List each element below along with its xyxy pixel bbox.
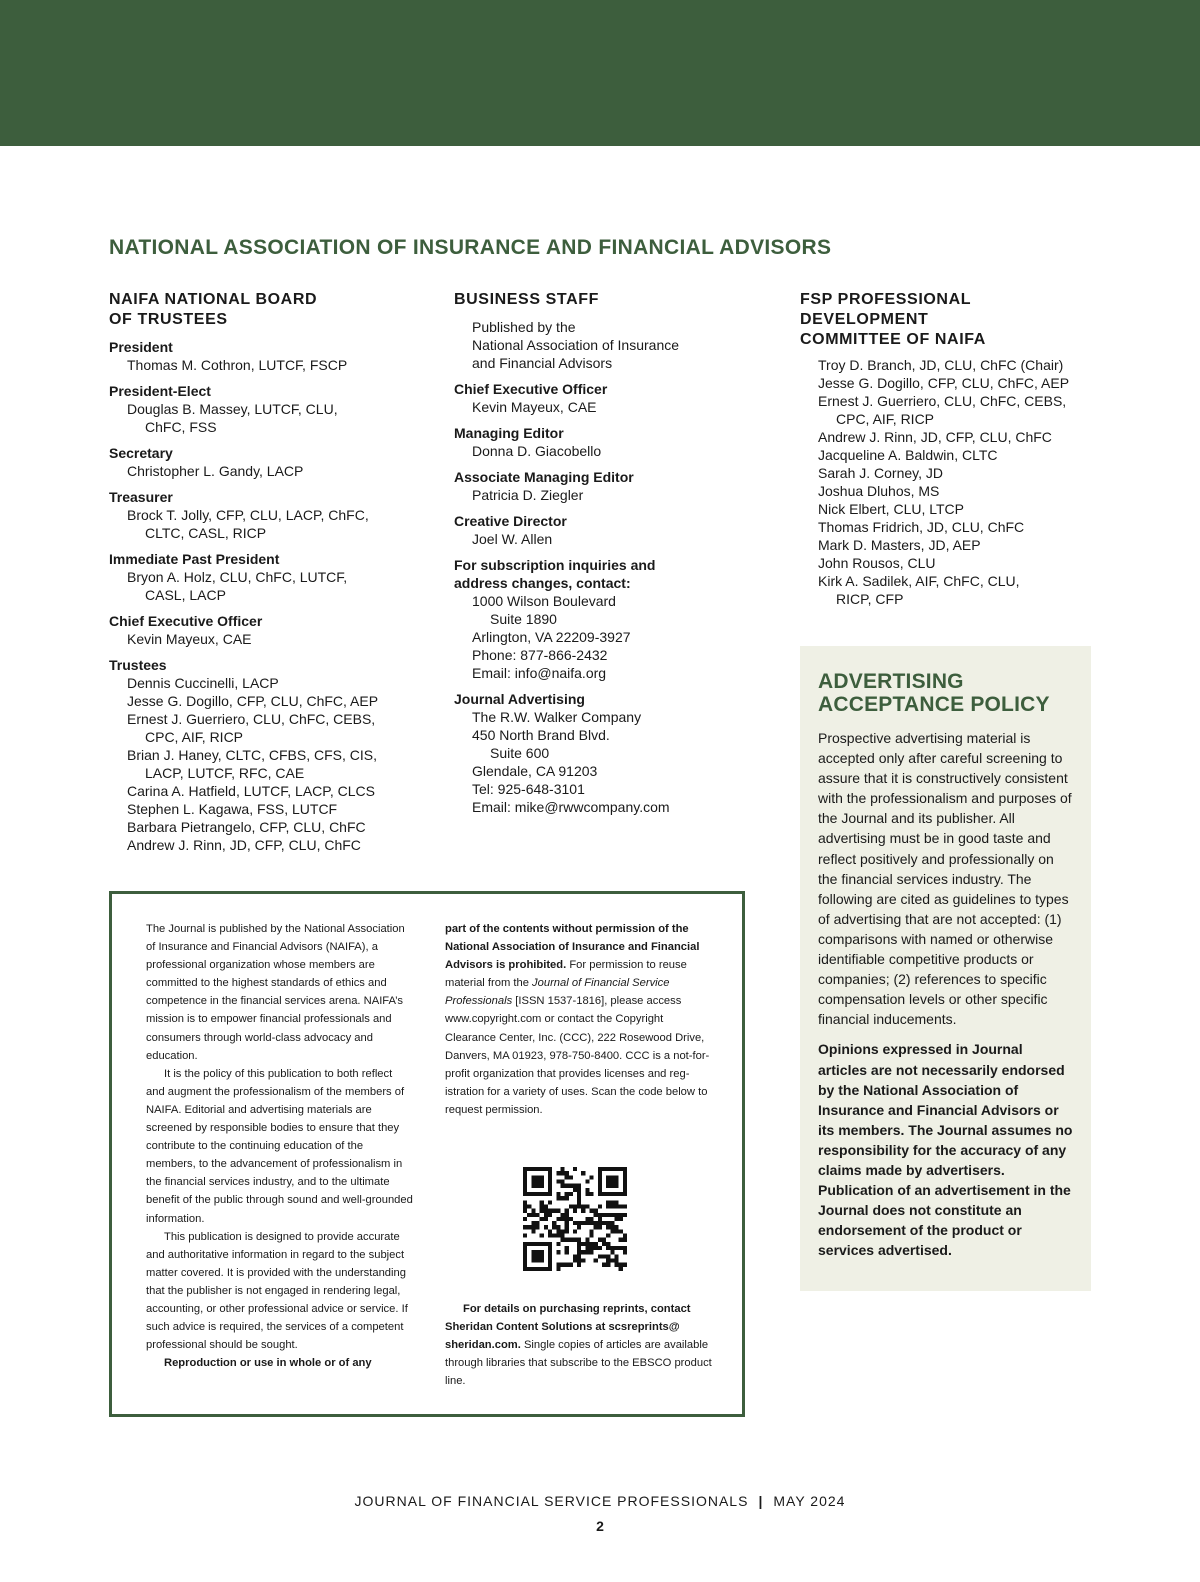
info-column-right (445, 920, 713, 1119)
committee-member: Ernest J. Guerriero, CLU, ChFC, CEBS, (818, 393, 1067, 409)
committee-member: Mark D. Masters, JD, AEP (818, 537, 981, 553)
trustee-name: Andrew J. Rinn, JD, CFP, CLU, ChFC (127, 837, 361, 853)
committee-member: Joshua Dluhos, MS (818, 483, 940, 499)
advertising-policy-panel (800, 646, 1091, 1291)
policy-body: Prospective advertising material is accepted only after careful screening to assure that it is constructively consistent with the professionalism and purposes of the Journal and its publisher. All advertising must be in good taste and reflect positively and professionally on the financial services industry. The following are cited as guidelines to types of advertising that are not accepted: (1) comparisons with named or otherwise identifiable competitive products or companies; (2) references to specific compensation levels or other specific financial inducements. (818, 730, 1072, 1028)
about-paragraph: The Journal is published by the National Association of Insurance and Financial Advisors (NAIFA), a professional organization whose members are committed to the highest standards of ethics and competence in the financial services arena. NAIFA’s mission is to empower financial professionals and consumers through world-class advocacy and education. (146, 923, 405, 1062)
issue-date: MAY 2024 (773, 1493, 846, 1509)
person-name-continued: ChFC, FSS (145, 419, 217, 435)
phone-line: Phone: 877-866-2432 (472, 647, 608, 663)
policy-title: ADVERTISING ACCEPTANCE POLICY (818, 670, 1050, 716)
role-label: Creative Director (454, 513, 567, 529)
trustee-name: Ernest J. Guerriero, CLU, ChFC, CEBS, (127, 711, 376, 727)
publisher-line: and Financial Advisors (472, 355, 613, 371)
address-line: Suite 600 (490, 745, 550, 761)
trustee-name: Carina A. Hatfield, LUTCF, LACP, CLCS (127, 783, 375, 799)
trustee-name-continued: CPC, AIF, RICP (145, 729, 244, 745)
role-label: Trustees (109, 657, 167, 673)
trustee-name: Dennis Cuccinelli, LACP (127, 675, 279, 691)
info-column-left (146, 920, 413, 1372)
journal-name: JOURNAL OF FINANCIAL SERVICE PROFESSIONALS (354, 1493, 749, 1509)
fsp-heading: FSP PROFESSIONAL DEVELOPMENT COMMITTEE OF NAIFA (800, 291, 986, 348)
address-line: Glendale, CA 91203 (472, 763, 598, 779)
trustee-name: Jesse G. Dogillo, CFP, CLU, ChFC, AEP (127, 693, 379, 709)
role-label: President (109, 339, 173, 355)
committee-member: Sarah J. Corney, JD (818, 465, 944, 481)
address-line: 1000 Wilson Boulevard (472, 593, 616, 609)
person-name: Christopher L. Gandy, LACP (127, 463, 304, 479)
board-of-trustees-column (109, 290, 429, 854)
committee-member: Jacqueline A. Baldwin, CLTC (818, 447, 998, 463)
publisher-line: Published by the (472, 319, 576, 335)
role-label: Chief Executive Officer (454, 381, 608, 397)
role-label: President-Elect (109, 383, 211, 399)
email-line: Email: info@naifa.org (472, 665, 607, 681)
board-heading: NAIFA NATIONAL BOARD OF TRUSTEES (109, 291, 318, 328)
person-name: Douglas B. Massey, LUTCF, CLU, (127, 401, 338, 417)
email-line: Email: mike@rwwcompany.com (472, 799, 670, 815)
address-line: Arlington, VA 22209-3927 (472, 629, 631, 645)
subscription-label: address changes, contact: (454, 575, 631, 591)
person-name: Joel W. Allen (472, 531, 553, 547)
policy-disclaimer: Opinions expressed in Journal articles are not necessarily endorsed by the National Association of Insurance and Financial Advisors or its members. The Journal assumes no responsibility for the accuracy of any claims made by advertisers. Publication of an advertisement in the Journal does not constitute an endorsement of the product or services advertised. (818, 1041, 1073, 1259)
trustee-name: Brian J. Haney, CLTC, CFBS, CFS, CIS, (127, 747, 377, 763)
address-line: Suite 1890 (490, 611, 557, 627)
qr-code[interactable] (523, 1167, 627, 1271)
person-name-continued: CASL, LACP (145, 587, 226, 603)
page-footer (0, 1493, 1200, 1509)
role-label: Treasurer (109, 489, 173, 505)
role-label: Chief Executive Officer (109, 613, 263, 629)
person-name: Kevin Mayeux, CAE (127, 631, 252, 647)
phone-line: Tel: 925-648-3101 (472, 781, 585, 797)
committee-member: Thomas Fridrich, JD, CLU, ChFC (818, 519, 1025, 535)
person-name: Patricia D. Ziegler (472, 487, 584, 503)
reprints-paragraph: For details on purchasing reprints, contact Sheridan Content Solutions at scsreprints@ sheridan.com. Single copies of articles are available through libraries that subscribe to the EBSCO product line. (445, 1303, 712, 1388)
committee-member: Kirk A. Sadilek, AIF, ChFC, CLU, (818, 573, 1020, 589)
committee-member: Jesse G. Dogillo, CFP, CLU, ChFC, AEP (818, 375, 1070, 391)
footer-separator: | (758, 1493, 764, 1509)
committee-member: Nick Elbert, CLU, LTCP (818, 501, 964, 517)
committee-member-continued: RICP, CFP (836, 591, 904, 607)
reproduction-paragraph-start: Reproduction or use in whole or of any (164, 1357, 372, 1370)
person-name: Bryon A. Holz, CLU, ChFC, LUTCF, (127, 569, 348, 585)
person-name-continued: CLTC, CASL, RICP (145, 525, 267, 541)
role-label: Managing Editor (454, 425, 564, 441)
publisher-line: National Association of Insurance (472, 337, 680, 353)
address-line: 450 North Brand Blvd. (472, 727, 610, 743)
policy-paragraph: It is the policy of this publication to both reflect and augment the professionalism of the members of NAIFA. Editorial and advertising materials are screened by responsible bodies to ensure that they contribute to the continuing education of the members, to the advancement of professionalism in the financial services industry, and to the ultimate benefit of the public through sound and well-grounded information. (146, 1067, 413, 1225)
trustee-name: Barbara Pietrangelo, CFP, CLU, ChFC (127, 819, 366, 835)
trustee-name-continued: LACP, LUTCF, RFC, CAE (145, 765, 305, 781)
page-title: NATIONAL ASSOCIATION OF INSURANCE AND FINANCIAL ADVISORS (109, 236, 832, 259)
role-label: Associate Managing Editor (454, 469, 634, 485)
person-name: Thomas M. Cothron, LUTCF, FSCP (127, 357, 348, 373)
disclaimer-paragraph: This publication is designed to provide accurate and authoritative information in regard to the subject matter covered. It is provided with the understanding that the publisher is not engaged in rendering legal, accounting, or other professional advice or service. If such advice is required, the services of a competent professional should be sought. (146, 1230, 408, 1352)
address-line: The R.W. Walker Company (472, 709, 642, 725)
committee-member: Andrew J. Rinn, JD, CFP, CLU, ChFC (818, 429, 1052, 445)
subscription-label: For subscription inquiries and (454, 557, 656, 573)
role-label: Journal Advertising (454, 691, 585, 707)
person-name: Donna D. Giacobello (472, 443, 602, 459)
page-number: 2 (596, 1518, 604, 1534)
fsp-committee-column (800, 290, 1100, 608)
business-staff-column (454, 290, 774, 816)
reproduction-paragraph: part of the contents without permission of the National Association of Insurance and Financial Advisors is prohibited. For permission to reuse material from the Journal of Financial Service Professionals [ISSN 1537-1816], please access www.copyright.com or contact the Copyright Clearance Center, Inc. (CCC), 222 Rosewood Drive, Danvers, MA 01923, 978-750-8400. CCC is a not-for-profit organization that provides licenses and registration for a variety of uses. Scan the code below to request permission. (445, 923, 710, 1116)
role-label: Immediate Past President (109, 551, 280, 567)
role-label: Secretary (109, 445, 173, 461)
staff-heading: BUSINESS STAFF (454, 291, 600, 308)
publication-info-box (109, 891, 745, 1417)
committee-member: Troy D. Branch, JD, CLU, ChFC (Chair) (818, 357, 1064, 373)
person-name: Brock T. Jolly, CFP, CLU, LACP, ChFC, (127, 507, 369, 523)
committee-member: John Rousos, CLU (818, 555, 936, 571)
person-name: Kevin Mayeux, CAE (472, 399, 597, 415)
committee-member-continued: CPC, AIF, RICP (836, 411, 935, 427)
trustee-name: Stephen L. Kagawa, FSS, LUTCF (127, 801, 338, 817)
header-band (0, 0, 1200, 146)
